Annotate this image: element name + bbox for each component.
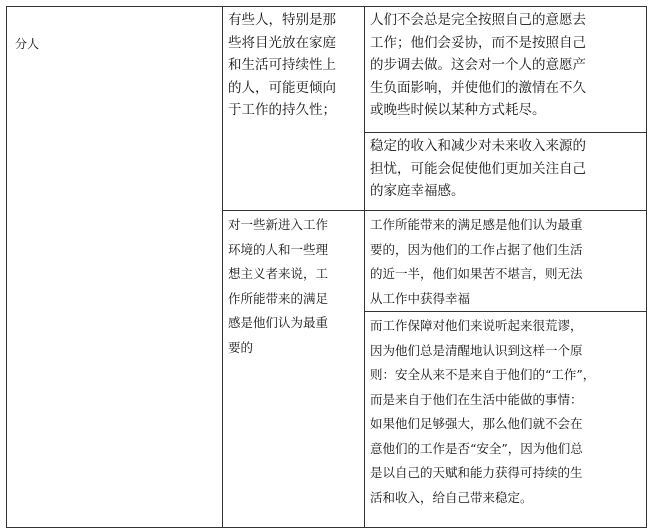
group-2-point-1: 工作所能带来的满足感是他们认为最重 要的，因为他们的工作占据了他们生活 的近一半，他们如果苦不堪言，则无法 从工作中获得幸福 <box>370 217 583 306</box>
description-cell-1 <box>223 7 365 211</box>
table-row <box>7 7 647 133</box>
group-1-point-1: 人们不会总是完全按照自己的意愿去 工作；他们会妥协，而不是按照自己 的步调去做。这会对一个人的意愿产 生负面影响，并使他们的激情在不久 或晚些时候以某种方式耗尽。 <box>370 12 586 118</box>
group-1-description: 有些人，特别是那 些将目光放在家庭 和生活可持续性上 的人，可能更倾向 于工作的持久性； <box>228 12 336 118</box>
point-cell-1-2 <box>365 133 647 211</box>
comparison-table-container <box>6 6 646 524</box>
point-cell-2-1 <box>365 211 647 312</box>
group-2-point-2: 而工作保障对他们来说听起来很荒谬， 因为他们总是清醒地认识到这样一个原 则：安全从来不是来自于他们的“工作”， 而是来自于他们在生活中能做的事情： 如果他们足够强大，那么他们就不会在 意他们的工作是否“安全”，因为他们总 是以自己的天赋和能力获得可持续的生 活和收入，给自己带来稳定。 <box>370 318 596 505</box>
group-1-point-2: 稳定的收入和减少对未来收入来源的 担忧，可能会促使他们更加关注自己 的家庭幸福感。 <box>370 138 586 199</box>
row-label: 分人 <box>15 37 40 51</box>
group-2-description: 对一些新进入工作 环境的人和一些理 想主义者来说，工 作所能带来的满足 感是他们认为最重 要的 <box>228 217 329 355</box>
description-cell-2 <box>223 211 365 528</box>
comparison-table <box>6 6 647 528</box>
row-label-cell <box>7 7 223 528</box>
point-cell-2-2 <box>365 312 647 528</box>
point-cell-1-1 <box>365 7 647 133</box>
